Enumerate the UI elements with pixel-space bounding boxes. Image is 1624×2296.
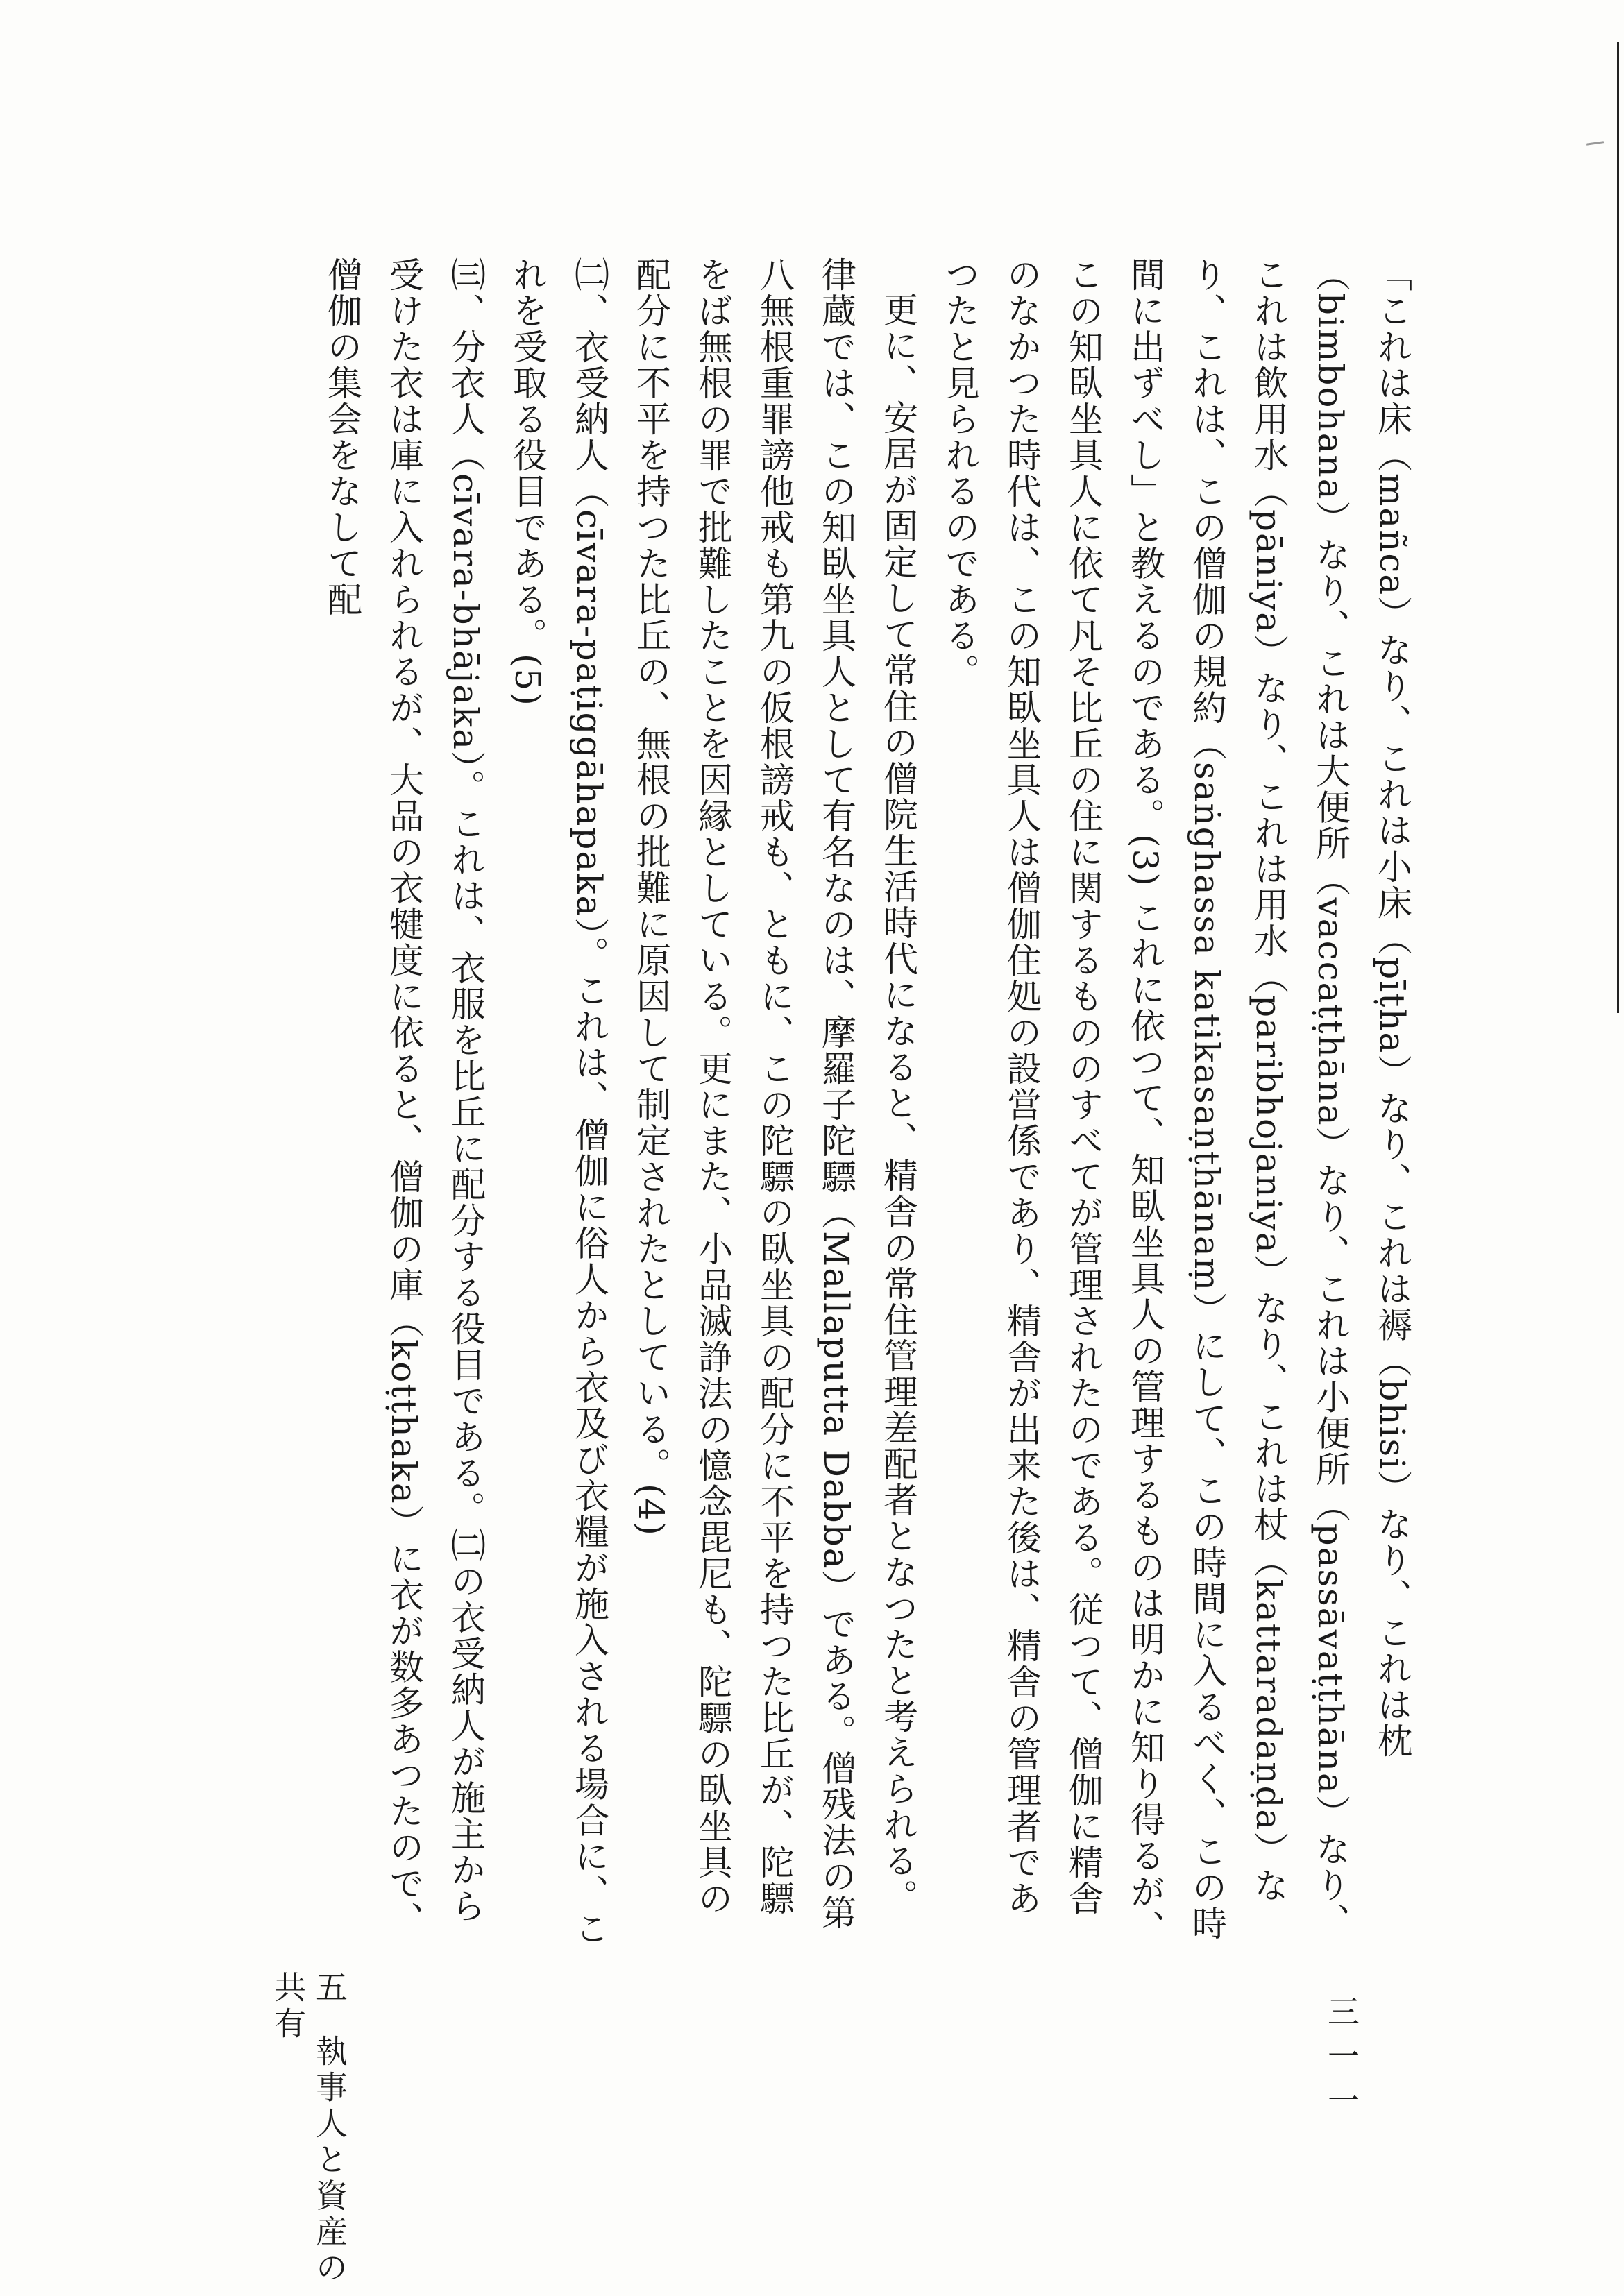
page-number: 三一一: [1323, 1995, 1360, 2128]
paragraph-4: ㈢、分衣人（cīvara-bhājaka）。これは、衣服を比丘に配分する役目である。㈡の衣受納人が施主から受けた衣は庫に入れられるが、大品の衣犍度に依ると、僧伽の庫（koṭṭhaka）に衣が数多あつたので、僧伽の集会をなして配: [322, 257, 486, 1938]
paragraph-2: 更に、安居が固定して常住の僧院生活時代になると、精舎の常住管理差配者となつたと考えられる。律蔵では、この知臥坐具人として有名なのは、摩羅子陀驃（Mallaputta Dabba）である。僧残法の第八無根重罪謗他戒も第九の仮根謗戒も、ともに、この陀驃の臥坐具の配分に不平を持つた比丘が、陀驃をば無根の罪で批難したことを因縁としている。更にまた、小品滅諍法の憶念毘尼も、陀驃の臥坐具の配分に不平を持つた比丘の、無根の批難に原因して制定されたとしている。(4): [631, 257, 918, 1931]
running-head-chapter: 五: [311, 1971, 348, 2007]
body-text: [139, 257, 1423, 1950]
scan-edge-line: [1617, 42, 1619, 1013]
paragraph-1: 「これは床（mañca）なり、これは小床（pīṭha）なり、これは褥（bhisi）なり、これは枕（bimbohana）なり、これは大便所（vaccaṭṭhāna）なり、これは小便所（passāvaṭṭhāna）なり、これは飲用水（pāniya）なり、これは用水（paribhojaniya）なり、これは杖（kattaradaṇḍa）なり、これは、この僧伽の規約（saṅghassa katikasaṇṭhānaṃ）にして、この時間に入るべく、この時間に出ずべし」と教えるのである。(3) これに依つて、知臥坐具人の管理するものは明かに知り得るが、この知臥坐具人に依て凡そ比丘の住に関するもののすべてが管理されたのである。従つて、僧伽に精舎のなかつた時代は、この知臥坐具人は僧伽住処の設営係であり、精舎が出来た後は、精舎の管理者であつたと見られるのである。: [940, 257, 1412, 1946]
paragraph-3: ㈡、衣受納人（cīvara-paṭiggāhapaka）。これは、僧伽に俗人から衣及び衣糧が施入される場合に、これを受取る役目である。(5): [507, 257, 609, 1947]
scan-edge-mark: [1586, 141, 1604, 146]
running-head-title: 執事人と資産の共有: [269, 1971, 348, 2287]
running-head: [267, 1971, 350, 2296]
